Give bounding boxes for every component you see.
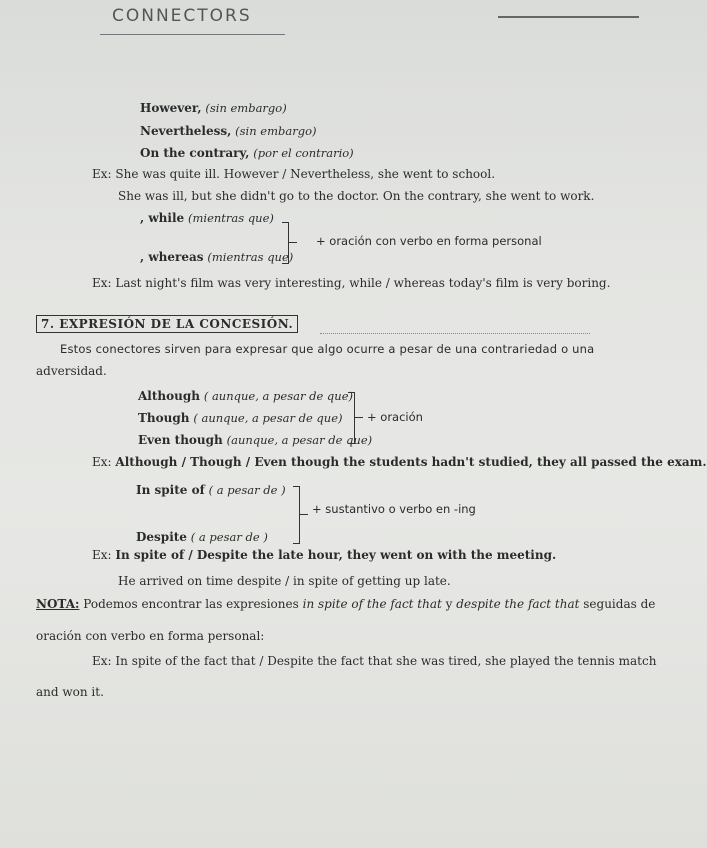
example-5-line-2: and won it. bbox=[36, 685, 104, 699]
example-2: Ex: Last night's film was very interesting, while / whereas today's film is very boring. bbox=[92, 276, 611, 290]
brace-tip-list-2 bbox=[289, 242, 297, 243]
rule-list-3: + oración bbox=[367, 410, 423, 424]
nota-line-1: NOTA: Podemos encontrar las expresiones in spite of the fact that y despite the fact that seguidas de bbox=[36, 597, 656, 611]
example-1-line-1: Ex: She was quite ill. However / Nevertheless, she went to school. bbox=[92, 167, 496, 181]
top-right-rule bbox=[498, 16, 639, 18]
brace-list-2 bbox=[282, 222, 289, 264]
connector-while: , while (mientras que) bbox=[140, 211, 274, 225]
example-1-line-2: She was ill, but she didn't go to the doctor. On the contrary, she went to work. bbox=[118, 189, 595, 203]
intro-line-2: adversidad. bbox=[36, 364, 107, 378]
rule-list-4: + sustantivo o verbo en -ing bbox=[312, 502, 476, 516]
brace-tip-list-4 bbox=[300, 514, 308, 515]
example-4-line-2: He arrived on time despite / in spite of getting up late. bbox=[118, 574, 451, 588]
brace-list-3 bbox=[348, 392, 355, 444]
nota-line-2: oración con verbo en forma personal: bbox=[36, 629, 265, 643]
connector-though: Though ( aunque, a pesar de que) bbox=[138, 411, 343, 425]
rule-list-2: + oración con verbo en forma personal bbox=[316, 234, 542, 248]
connector-in-spite-of: In spite of ( a pesar de ) bbox=[136, 483, 286, 497]
title-underline bbox=[100, 34, 285, 35]
connector-nevertheless: Nevertheless, (sin embargo) bbox=[140, 124, 317, 138]
connector-however: However, (sin embargo) bbox=[140, 101, 287, 115]
page-title: CONNECTORS bbox=[112, 6, 252, 26]
section-dotted-rule bbox=[320, 333, 590, 334]
intro-line-1: Estos conectores sirven para expresar que algo ocurre a pesar de una contrariedad o una bbox=[60, 342, 595, 356]
connector-even-though: Even though (aunque, a pesar de que) bbox=[138, 433, 373, 447]
brace-list-4 bbox=[293, 486, 300, 544]
connector-although: Although ( aunque, a pesar de que) bbox=[138, 389, 353, 403]
brace-tip-list-3 bbox=[355, 417, 363, 418]
connector-on-the-contrary: On the contrary, (por el contrario) bbox=[140, 146, 354, 160]
connector-despite: Despite ( a pesar de ) bbox=[136, 530, 268, 544]
example-3: Ex: Although / Though / Even though the students hadn't studied, they all passed the exam. bbox=[92, 455, 707, 469]
example-4-line-1: Ex: In spite of / Despite the late hour, they went on with the meeting. bbox=[92, 548, 557, 562]
connector-whereas: , whereas (mientras que) bbox=[140, 250, 294, 264]
section-title: 7. EXPRESIÓN DE LA CONCESIÓN. bbox=[36, 315, 298, 333]
example-5-line-1: Ex: In spite of the fact that / Despite the fact that she was tired, she played the tennis match bbox=[92, 654, 657, 668]
